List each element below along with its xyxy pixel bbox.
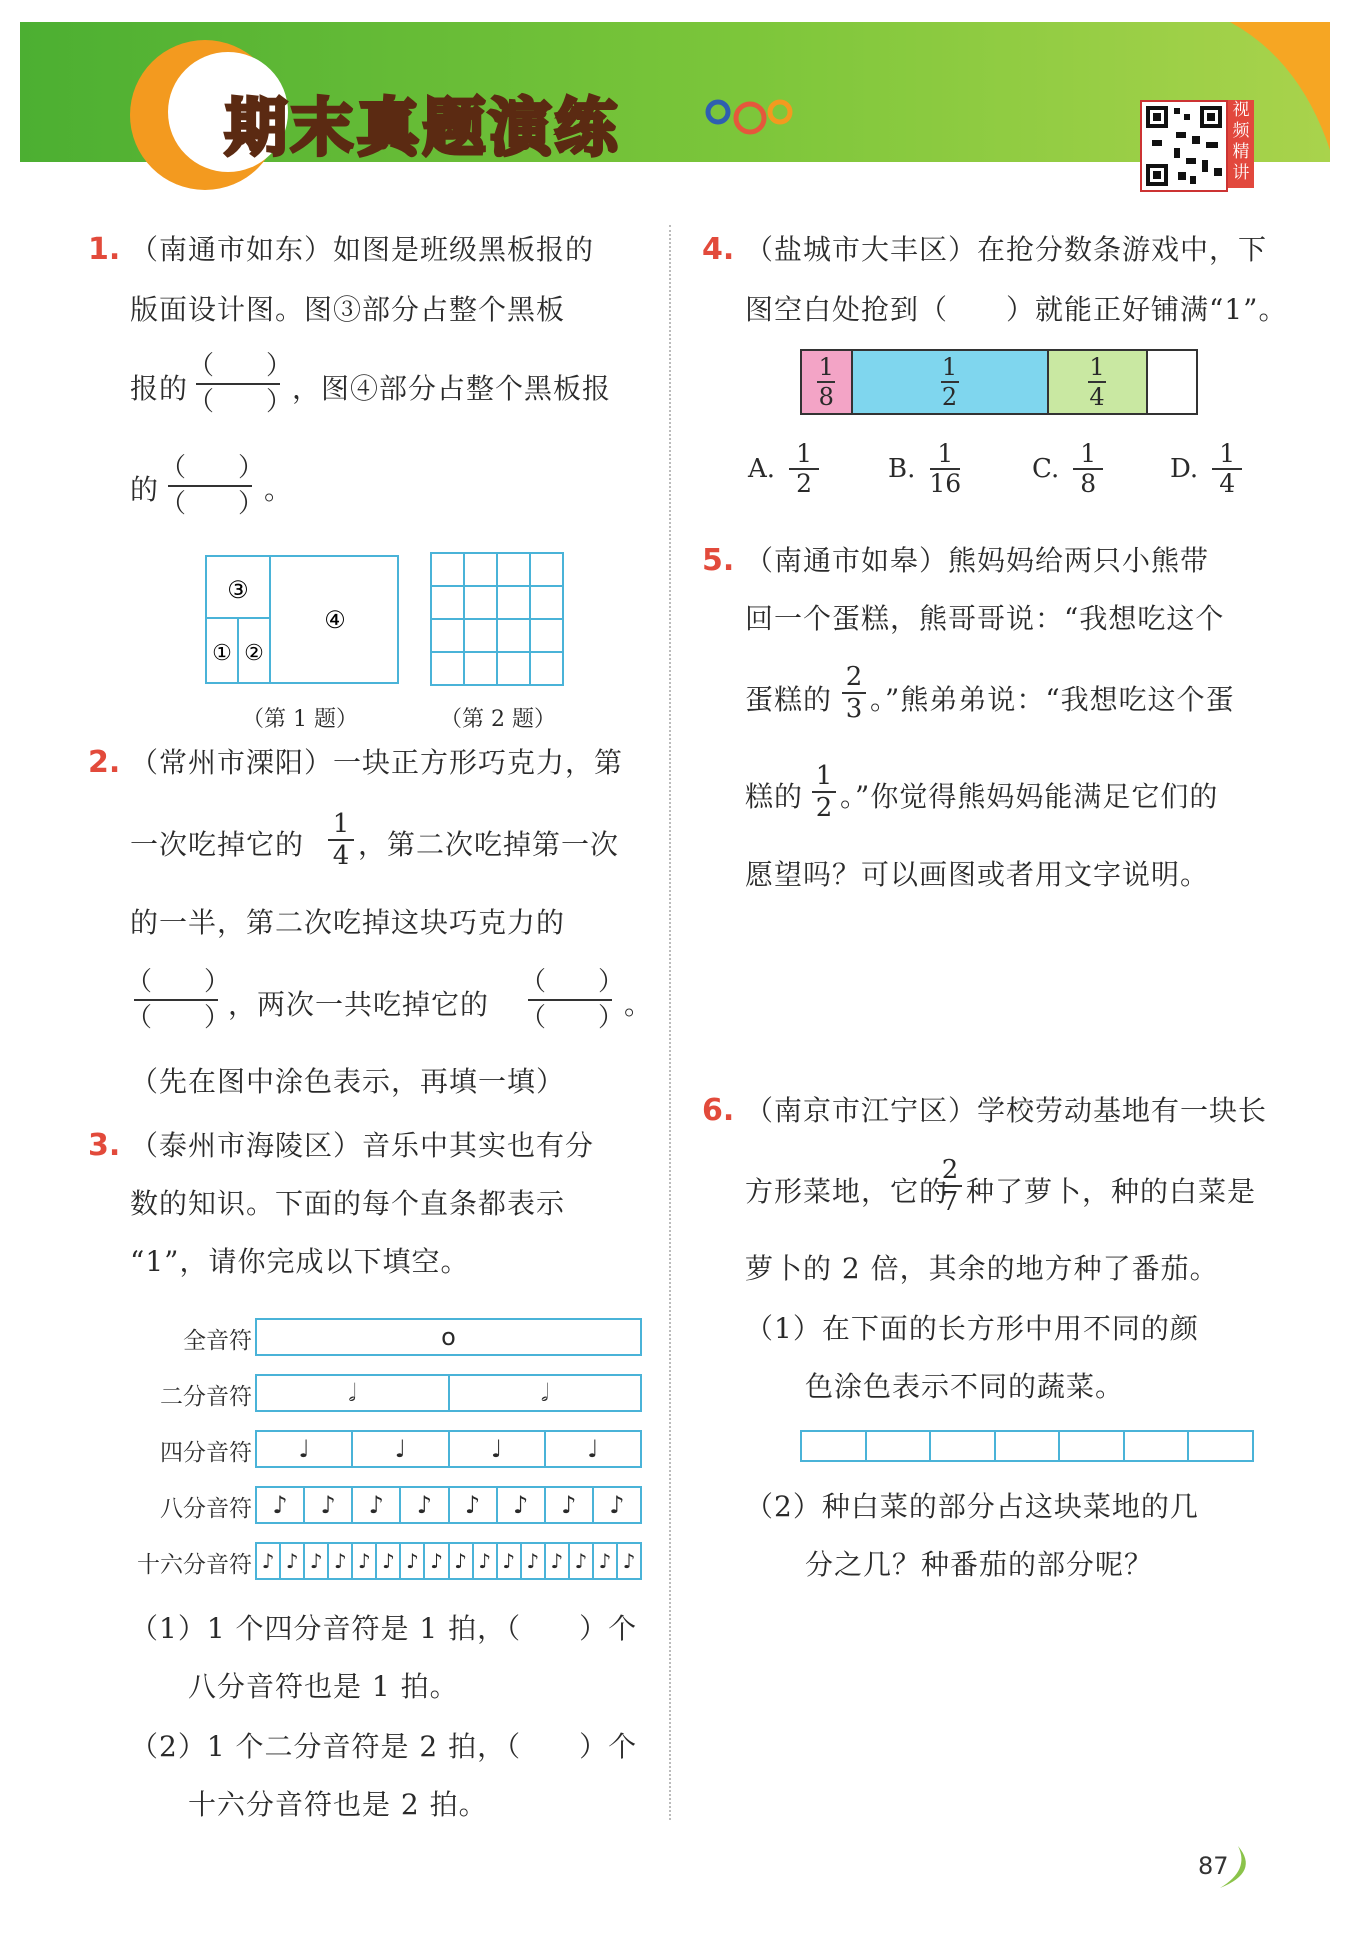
q3-note-bar [255,1486,642,1524]
q3-line-1: （泰州市海陵区）音乐中其实也有分 [130,1129,595,1162]
q4-option[interactable] [888,440,961,498]
region-4-label: ④ [324,606,346,634]
note-icon: ♪ [375,1544,399,1578]
q4-option[interactable] [1170,440,1242,498]
option-fraction [789,440,819,498]
q3-note-bar [255,1430,642,1468]
option-denominator: 2 [796,469,812,498]
qr-label: 视频精讲 [1228,100,1254,188]
q2-line-3: 的一半，第二次吃掉这块巧克力的 [130,906,566,939]
q2-line-4-mid: ，两次一共吃掉它的 [228,988,490,1021]
q3-row-label: 全音符 [183,1328,252,1354]
note-icon: ♪ [399,1544,423,1578]
question-5-number: 5. [702,543,735,578]
option-numerator: 1 [1219,439,1236,468]
q6-line-1: （南京市江宁区）学校劳动基地有一块长 [745,1094,1268,1127]
q2-line-4-end: 。 [624,988,654,1021]
q1-line-3b: ，图④部分占整个黑板报 [292,372,612,405]
page-title: 期末真题演练 [225,91,622,164]
region-2-label: ② [244,641,264,666]
q3-row-label: 十六分音符 [137,1552,252,1578]
note-icon: ♩ [448,1432,544,1466]
option-fraction [1212,440,1242,498]
q5-line-2: 回一个蛋糕，熊哥哥说：“我想吃这个 [745,602,1225,635]
note-icon: ♪ [423,1544,447,1578]
q3-line-2: 数的知识。下面的每个直条都表示 [130,1187,566,1220]
q4-line-2: 图空白处抢到（ ）就能正好铺满“1”。 [745,293,1288,326]
q5-line-3b: 。”熊弟弟说：“我想吃这个蛋 [870,683,1235,716]
option-letter: D. [1170,454,1199,484]
title-dot-1 [708,102,728,122]
note-icon: 𝅗𝅥 [448,1376,641,1410]
strip-numerator: 1 [1089,353,1105,381]
garden-cell[interactable] [994,1432,1059,1460]
q2-line-2a: 一次吃掉它的 [130,828,305,861]
question-4-number: 4. [702,232,735,267]
q3-note-bar [255,1374,642,1412]
q6-sub2-line-a: （2）种白菜的部分占这块菜地的几 [745,1490,1199,1523]
garden-cell[interactable] [802,1432,865,1460]
note-icon: ♪ [592,1488,640,1522]
region-1-label: ① [212,641,232,666]
region-3-label: ③ [227,576,249,604]
option-letter: A. [748,454,776,484]
q5-fraction-2: 1 2 [812,762,836,822]
q1-line-4b: 。 [264,473,294,506]
q6-line-3: 萝卜的 2 倍，其余的地方种了番茄。 [745,1252,1219,1285]
garden-cell[interactable] [1058,1432,1123,1460]
q2-answer-blank-1[interactable]: （ ） （ ） [126,967,231,1033]
strip-segment [851,351,1047,413]
q6-line-2b: 种了萝卜，种的白菜是 [966,1175,1257,1208]
q2-chocolate-grid[interactable] [430,552,566,688]
garden-cell[interactable] [1187,1432,1252,1460]
qr-code[interactable] [1140,100,1228,192]
note-icon: o [441,1323,456,1351]
option-numerator: 1 [796,439,812,468]
q6-sub2-line-b: 分之几？种番茄的部分呢？ [805,1548,1154,1581]
note-icon: ♩ [351,1432,447,1466]
q4-line-1: （盐城市大丰区）在抢分数条游戏中，下 [745,233,1268,266]
note-icon: ♪ [544,1544,568,1578]
note-icon: ♪ [261,1549,275,1573]
garden-cell[interactable] [929,1432,994,1460]
garden-cell[interactable] [865,1432,930,1460]
note-icon: ♪ [303,1488,351,1522]
note-icon: 𝅗𝅥 [348,1379,357,1407]
q1-line-3a: 报的 [130,372,189,405]
q1-answer-blank-2[interactable]: （ ） （ ） [160,453,265,519]
strip-segment [802,351,851,413]
q1-line-2: 版面设计图。图③部分占整个黑板 [130,293,566,326]
q1-answer-blank-1[interactable]: （ ） （ ） [188,351,293,417]
option-fraction [1073,440,1103,498]
q4-fraction-strip [800,349,1198,415]
option-denominator: 4 [1219,469,1236,498]
note-icon: ♩ [544,1432,640,1466]
option-numerator: 1 [1080,439,1097,468]
strip-denominator: 8 [818,383,834,411]
strip-denominator: 4 [1089,383,1105,411]
note-icon: ♪ [272,1491,288,1519]
strip-segment [1146,351,1197,413]
option-numerator: 1 [937,439,954,468]
q1-line-4a: 的 [130,473,160,506]
strip-segment [1047,351,1146,413]
q2-line-5: （先在图中涂色表示，再填一填） [130,1065,566,1098]
q5-line-3a: 蛋糕的 [745,683,833,716]
option-letter: B. [888,454,916,484]
q6-fraction: 2 7 [938,1156,962,1216]
q2-fraction: 1 4 [328,810,354,870]
title-dot-2 [736,104,764,132]
q4-option[interactable] [748,440,819,498]
q3-sub1-line-a: （1）1 个四分音符是 1 拍，（ ）个 [130,1612,638,1645]
note-icon: ♪ [544,1488,592,1522]
q6-line-2a: 方形菜地，它的 [745,1175,949,1208]
strip-numerator: 1 [818,353,834,381]
q2-figure-caption: （第 2 题） [440,707,556,732]
note-icon: ♪ [616,1544,640,1578]
note-icon: ♪ [472,1544,496,1578]
q6-sub1-line-b: 色涂色表示不同的蔬菜。 [805,1370,1125,1403]
q3-row-label: 二分音符 [160,1384,252,1410]
q3-row-label: 八分音符 [160,1496,252,1522]
q5-line-4a: 糕的 [745,780,804,813]
option-denominator: 16 [929,469,962,498]
note-icon: ♪ [568,1544,592,1578]
q2-line-2b: ，第二次吃掉第一次 [358,828,620,861]
note-icon: ♪ [351,1488,399,1522]
note-icon: ♪ [327,1544,351,1578]
note-icon: ♪ [279,1544,303,1578]
note-icon: ♪ [303,1544,327,1578]
question-2-number: 2. [88,745,121,780]
note-icon: ♪ [520,1544,544,1578]
note-icon: ♪ [351,1544,375,1578]
q3-sub2-line-a: （2）1 个二分音符是 2 拍，（ ）个 [130,1730,638,1763]
q5-fraction-1: 2 3 [842,663,866,723]
strip-numerator: 1 [941,353,958,381]
q4-option[interactable] [1032,440,1103,498]
page-number: 87 [1198,1852,1229,1880]
q3-line-3: “1”，请你完成以下填空。 [130,1245,470,1278]
q6-sub1-line-a: （1）在下面的长方形中用不同的颜 [745,1312,1199,1345]
question-1-number: 1. [88,232,121,267]
q3-note-bar [255,1542,642,1580]
note-icon: ♪ [399,1488,447,1522]
question-3-number: 3. [88,1128,121,1163]
note-icon: ♪ [592,1544,616,1578]
q1-blackboard-figure [205,555,405,685]
q5-line-1: （南通市如皋）熊妈妈给两只小熊带 [745,544,1210,577]
q3-note-bar [255,1318,642,1356]
q6-garden-rectangle[interactable] [800,1430,1254,1462]
option-fraction [929,440,961,498]
strip-denominator: 2 [941,383,958,411]
q3-row-label: 四分音符 [160,1440,252,1466]
garden-cell[interactable] [1123,1432,1188,1460]
q5-line-5: 愿望吗？可以画图或者用文字说明。 [745,858,1210,891]
note-icon: ♪ [448,1488,496,1522]
q3-sub2-line-b: 十六分音符也是 2 拍。 [188,1788,488,1821]
note-icon: ♪ [448,1544,472,1578]
q3-sub1-line-b: 八分音符也是 1 拍。 [188,1670,459,1703]
q2-line-1: （常州市溧阳）一块正方形巧克力，第 [130,746,624,779]
q2-answer-blank-2[interactable]: （ ） （ ） [520,967,625,1033]
question-6-number: 6. [702,1093,735,1128]
option-denominator: 8 [1080,469,1097,498]
option-letter: C. [1032,454,1060,484]
note-icon: ♩ [298,1435,310,1463]
q5-line-4b: 。”你觉得熊妈妈能满足它们的 [840,780,1219,813]
title-dot-3 [770,102,790,122]
q1-line-1: （南通市如东）如图是班级黑板报的 [130,233,595,266]
note-icon: ♪ [496,1488,544,1522]
note-icon: ♪ [496,1544,520,1578]
q1-figure-caption: （第 1 题） [242,707,358,732]
column-divider [669,225,671,1820]
qr-code-icon [1142,102,1226,190]
